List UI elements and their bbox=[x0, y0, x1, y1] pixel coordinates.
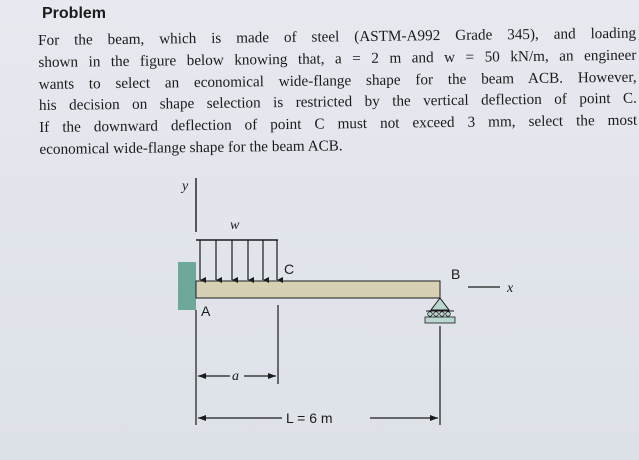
y-axis-label: y bbox=[182, 179, 189, 194]
point-a-label: A bbox=[201, 303, 211, 319]
statement-line: his decision on shape selection is restricted by the vertical deflection of point C. bbox=[38, 90, 637, 115]
roller-support bbox=[425, 298, 455, 323]
fixed-support-wall bbox=[178, 262, 196, 310]
statement-line: wants to select an economical wide-flange shape for the beam ACB. However, bbox=[38, 68, 637, 93]
point-c-label: C bbox=[284, 261, 295, 277]
x-axis-label: x bbox=[507, 281, 514, 296]
problem-title: Problem bbox=[42, 5, 107, 22]
point-b-label: B bbox=[451, 266, 461, 282]
statement-line: economical wide-flange shape for the beam ACB. bbox=[39, 137, 343, 158]
statement-line: If the downward deflection of point C must not exceed 3 mm, select the most bbox=[39, 111, 638, 137]
beam-acb bbox=[196, 281, 440, 298]
statement-line: shown in the figure below knowing that, a = 2 m and w = 50 kN/m, an engineer bbox=[38, 46, 637, 71]
dimension-l-label: L = 6 m bbox=[286, 410, 333, 426]
load-label: w bbox=[230, 218, 240, 233]
dimension-a-label: a bbox=[232, 369, 239, 384]
distributed-load bbox=[196, 240, 278, 280]
statement-line: For the beam, which is made of steel (ASTM-A992 Grade 345), and loading bbox=[38, 24, 637, 49]
